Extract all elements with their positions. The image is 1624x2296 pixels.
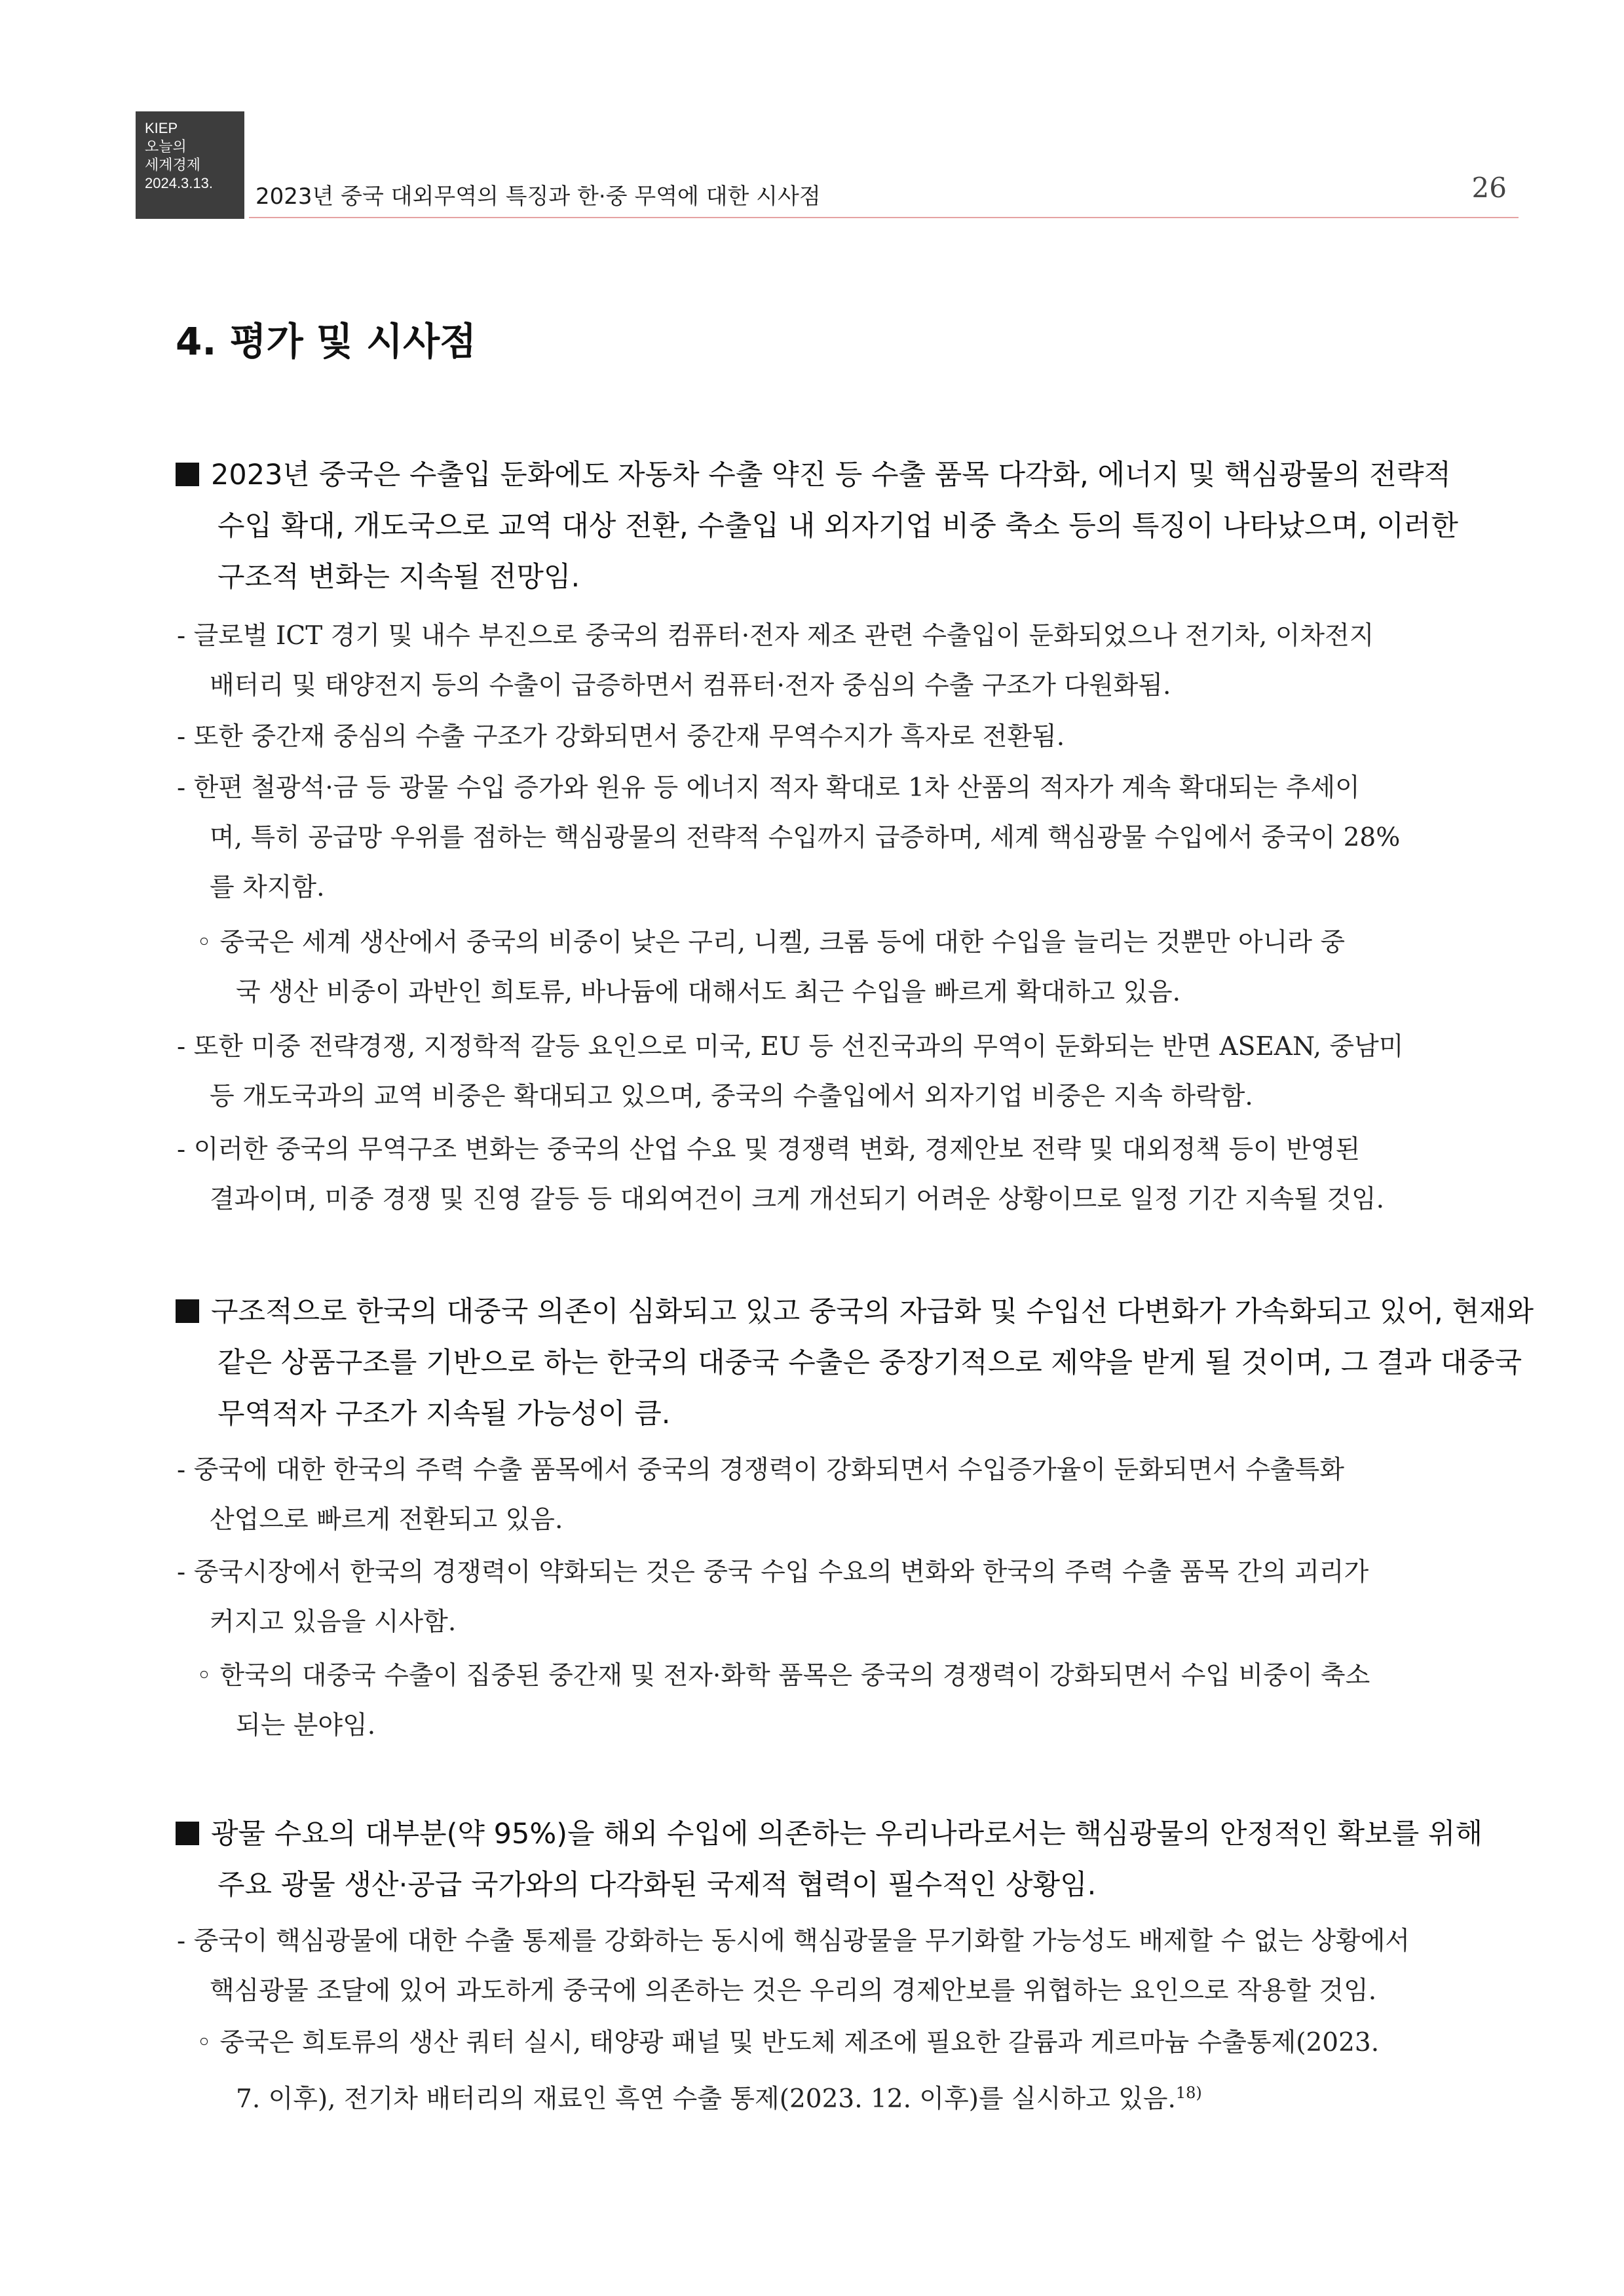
bullet-1-1 [177,611,1374,711]
badge-line-series-1: 오늘의 [145,138,187,155]
bullet-2-1-line-1: - 중국에 대한 한국의 주력 수출 품목에서 중국의 경쟁력이 강화되면서 수입증가율이 둔화되면서 수출특화 [177,1455,1344,1485]
sub-bullet-3-1-line-1: ◦ 중국은 희토류의 생산 쿼터 실시, 태양광 패널 및 반도체 제조에 필요한 갈륨과 게르마늄 수출통제(2023. [197,2028,1380,2057]
badge-line-date: 2024.3.13. [145,175,213,191]
bullet-3-1-line-1: - 중국이 핵심광물에 대한 수출 통제를 강화하는 동시에 핵심광물을 무기화할 가능성도 배제할 수 없는 상황에서 [177,1926,1410,1956]
key-point-2 [176,1286,1534,1440]
bullet-1-5-line-2: 결과이며, 미중 경쟁 및 진영 갈등 등 대외여건이 크게 개선되기 어려운 상황이므로 일정 기간 지속될 것임. [210,1185,1385,1214]
bullet-1-2 [177,712,1065,762]
sub-bullet-3-1 [197,2018,1379,2124]
key-point-1-line-3: 구조적 변화는 지속될 전망임. [217,561,580,594]
sub-bullet-1-1-line-2: 국 생산 비중이 과반인 희토류, 바나듐에 대해서도 최근 수입을 빠르게 확대하고 있음. [236,978,1181,1007]
bullet-1-5 [177,1125,1384,1225]
sub-bullet-2-1-line-2: 되는 분야임. [236,1711,376,1740]
bullet-1-3 [177,763,1400,913]
key-point-3 [176,1808,1482,1911]
key-point-3-line-2: 주요 광물 생산·공급 국가와의 다각화된 국제적 협력이 필수적인 상황임. [217,1869,1097,1902]
square-bullet-icon [176,1822,199,1845]
bullet-1-1-line-1: - 글로벌 ICT 경기 및 내수 부진으로 중국의 컴퓨터·전자 제조 관련 수출입이 둔화되었으나 전기차, 이차전지 [177,621,1374,651]
bullet-3-1 [177,1917,1410,2016]
square-bullet-icon [176,463,199,486]
bullet-3-1-line-2: 핵심광물 조달에 있어 과도하게 중국에 의존하는 것은 우리의 경제안보를 위협하는 요인으로 작용할 것임. [210,1976,1377,2006]
section-title: 4. 평가 및 시사점 [176,319,477,364]
key-point-1-line-2: 수입 확대, 개도국으로 교역 대상 전환, 수출입 내 외자기업 비중 축소 등의 특징이 나타났으며, 이러한 [217,510,1458,543]
bullet-1-4-line-2: 등 개도국과의 교역 비중은 확대되고 있으며, 중국의 수출입에서 외자기업 비중은 지속 하락함. [210,1082,1253,1111]
key-point-3-line-1: 광물 수요의 대부분(약 95%)을 해외 수입에 의존하는 우리나라로서는 핵심광물의 안정적인 확보를 위해 [211,1818,1482,1850]
bullet-1-3-line-2: 며, 특히 공급망 우위를 점하는 핵심광물의 전략적 수입까지 급증하며, 세계 핵심광물 수입에서 중국이 28% [210,823,1401,852]
bullet-2-2-line-1: - 중국시장에서 한국의 경쟁력이 약화되는 것은 중국 수입 수요의 변화와 한국의 주력 수출 품목 간의 괴리가 [177,1558,1369,1587]
footnote-reference[interactable]: 18) [1175,2084,1202,2102]
square-bullet-icon [176,1299,199,1323]
bullet-1-4 [177,1022,1403,1122]
sub-bullet-1-1-line-1: ◦ 중국은 세계 생산에서 중국의 비중이 낮은 구리, 니켈, 크롬 등에 대한 수입을 늘리는 것뿐만 아니라 중 [197,928,1346,957]
bullet-2-2 [177,1548,1369,1647]
bullet-1-1-line-2: 배터리 및 태양전지 등의 수출이 급증하면서 컴퓨터·전자 중심의 수출 구조가 다원화됨. [210,671,1171,700]
bullet-1-4-line-1: - 또한 미중 전략경쟁, 지정학적 갈등 요인으로 미국, EU 등 선진국과의 무역이 둔화되는 반면 ASEAN, 중남미 [177,1032,1404,1062]
key-point-2-line-2: 같은 상품구조를 기반으로 하는 한국의 대중국 수출은 중장기적으로 제약을 받게 될 것이며, 그 결과 대중국 [217,1347,1522,1379]
key-point-1 [176,450,1458,603]
sub-bullet-3-1-line-2: 7. 이후), 전기차 배터리의 재료인 흑연 수출 통제(2023. 12. 이후)를 실시하고 있음. [236,2084,1176,2114]
bullet-2-1-line-2: 산업으로 빠르게 전환되고 있음. [210,1505,563,1535]
sub-bullet-2-1-line-1: ◦ 한국의 대중국 수출이 집중된 중간재 및 전자·화학 품목은 중국의 경쟁력이 강화되면서 수입 비중이 축소 [197,1661,1370,1691]
bullet-1-5-line-1: - 이러한 중국의 무역구조 변화는 중국의 산업 수요 및 경쟁력 변화, 경제안보 전략 및 대외정책 등이 반영된 [177,1135,1361,1164]
sub-bullet-2-1 [197,1651,1370,1751]
document-title: 2023년 중국 대외무역의 특징과 한·중 무역에 대한 시사점 [255,183,821,210]
key-point-2-line-3: 무역적자 구조가 지속될 가능성이 큼. [217,1398,671,1430]
sub-bullet-1-1 [197,918,1345,1018]
page-number: 26 [1471,172,1507,204]
bullet-1-3-line-3: 를 차지함. [210,873,325,902]
bullet-2-2-line-2: 커지고 있음을 시사함. [210,1607,457,1637]
bullet-2-1 [177,1445,1344,1545]
badge-line-publisher: KIEP [145,120,178,136]
bullet-1-2-line-1: - 또한 중간재 중심의 수출 구조가 강화되면서 중간재 무역수지가 흑자로 전환됨. [177,722,1065,752]
bullet-1-3-line-1: - 한편 철광석·금 등 광물 수입 증가와 원유 등 에너지 적자 확대로 1차 산품의 적자가 계속 확대되는 추세이 [177,773,1360,803]
publication-badge [136,111,244,219]
badge-line-series-2: 세계경제 [145,157,201,173]
key-point-2-line-1: 구조적으로 한국의 대중국 의존이 심화되고 있고 중국의 자급화 및 수입선 다변화가 가속화되고 있어, 현재와 [211,1295,1534,1328]
header-divider [249,217,1519,218]
key-point-1-line-1: 2023년 중국은 수출입 둔화에도 자동차 수출 약진 등 수출 품목 다각화, 에너지 및 핵심광물의 전략적 [211,459,1451,491]
